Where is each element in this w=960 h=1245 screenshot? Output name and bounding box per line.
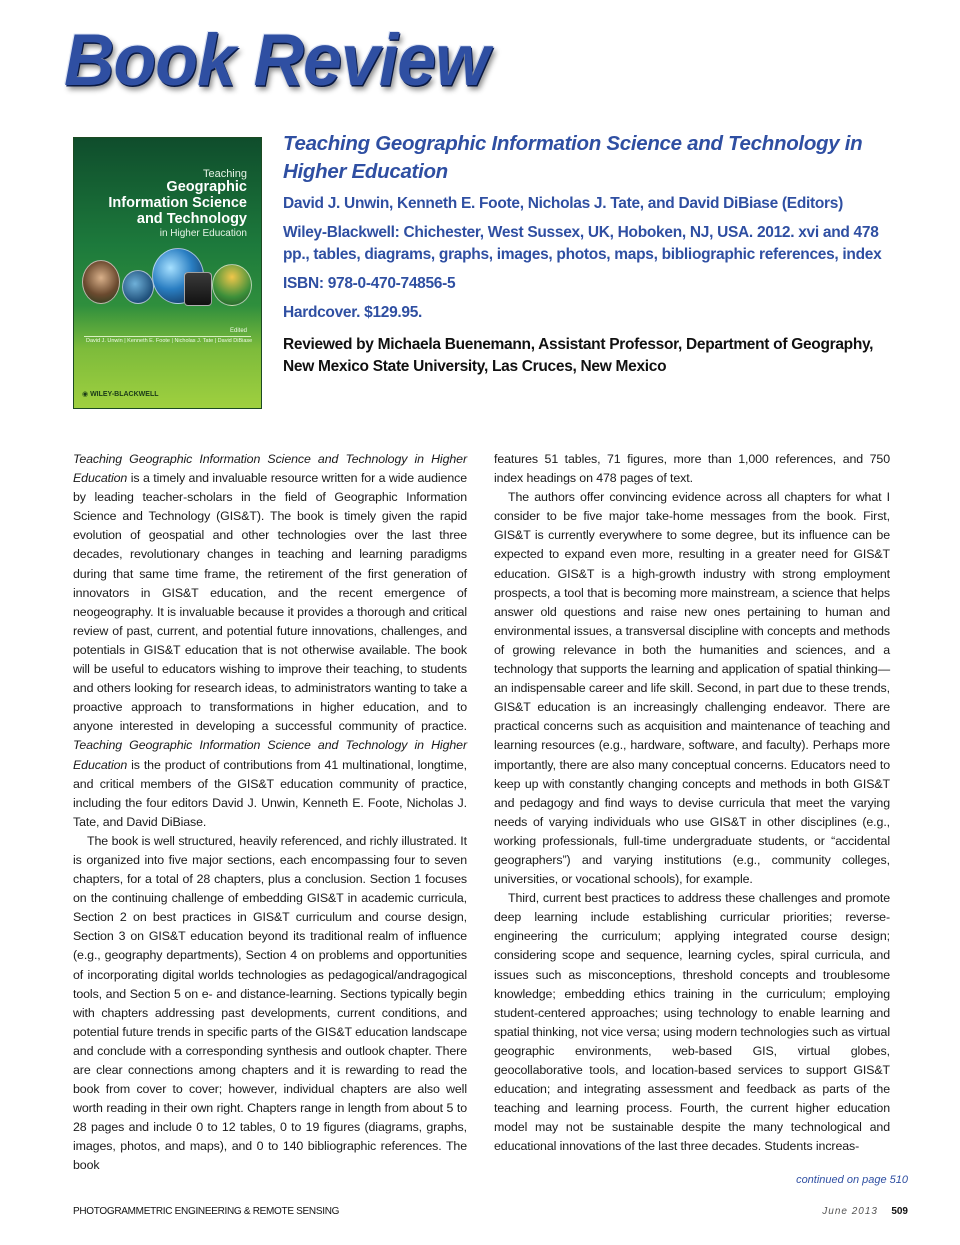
book-cover-image bbox=[73, 137, 262, 409]
page-number: 509 bbox=[891, 1206, 908, 1217]
book-title-inline: Teaching Geographic Information Science and Technology in Higher Education bbox=[73, 452, 467, 486]
body-paragraph: Third, current best practices to address these challenges and promote deep learning include establishing curricular priorities; reverse-engineering the curriculum; applying integrated course design; considering scope and sequence, learning cycles, spiral curricula, and issues such as misconceptions, threshold concepts and troublesome knowledge; embedding ethics training in the curriculum; employing student-centered approaches; using technology to enable learning and spatial thinking, not vice versa; using modern technologies such as virtual geographic environments, web-based GIS, virtual globes, geocollaborative tools, and location-based services to support GIS&T education; and integrating assessment and feedback as parts of the teaching and learning process. Fourth, the current higher education model may not be sustainable despite the many technological and educational innovations of the last three decades. Students increas- bbox=[494, 891, 890, 1154]
reviewer-credit: Reviewed by Michaela Buenemann, Assistant Professor, Department of Geography, New Mexico State University, Las Cruces, New Mexico bbox=[283, 336, 874, 375]
cover-photo-satellite bbox=[122, 270, 154, 304]
section-banner-title: Book Review bbox=[64, 19, 489, 101]
continued-note: continued on page 510 bbox=[796, 1174, 908, 1186]
book-title: Teaching Geographic Information Science and Technology in Higher Education bbox=[283, 132, 863, 183]
body-paragraph: The authors offer convincing evidence across all chapters for what I consider to be five major take-home messages from the book. First, GIS&T is currently everywhere to some degree, but its influence can be expected to expand even more, resulting in a greater need for GIS&T education. GIS&T is a high-growth industry with strong employment prospects, a tool that is becoming more mainstream, a science that helps answer old questions and raise new ones pertaining to human and environmental issues, a transversal discipline with concepts and methods of growing relevance in both the humanities and sciences, and a technology that supports the learning and application of spatial thinking—an indispensable career and life skill. Second, in part due to these trends, GIS&T education is an increasingly challenging endeavor. There are practical concerns such as acquisition and maintenance of teaching and learning resources (e.g., hardware, software, and faculty). Perhaps more importantly, there are also many conceptual concerns. Educators need to keep up with constantly changing concepts and methods in both GIS&T and pedagogy and find ways to devise curricula that meet the varying needs of varying individuals who use GIS&T in other disciplines (e.g., working professionals, full-time undergraduate students, or “accidental geographers”) and varying institutions (e.g., community colleges, universities, or vocational schools), for example. bbox=[494, 490, 890, 887]
cover-editors-label: Edited bbox=[229, 328, 247, 334]
body-column-right bbox=[494, 450, 890, 1156]
cover-title-line: and Technology bbox=[136, 211, 247, 227]
cover-title-line: Teaching bbox=[202, 168, 247, 180]
publisher-name: WILEY-BLACKWELL bbox=[90, 391, 159, 398]
body-paragraph bbox=[73, 450, 467, 832]
publisher-logo: ◉ WILEY-BLACKWELL bbox=[82, 391, 159, 398]
body-column-left bbox=[73, 450, 467, 1176]
book-price: Hardcover. $129.95. bbox=[283, 304, 423, 321]
cover-title-main bbox=[108, 179, 247, 227]
body-paragraph: features 51 tables, 71 figures, more than 1,000 references, and 750 index headings on 478 pages of text. bbox=[494, 452, 890, 486]
book-title-inline: Teaching Geographic Information Science and Technology in Higher Education bbox=[73, 738, 467, 772]
cover-photo-device bbox=[184, 272, 212, 306]
book-isbn: ISBN: 978-0-470-74856-5 bbox=[283, 275, 456, 292]
cover-editor-names: David J. Unwin | Kenneth E. Foote | Nicholas J. Tate | David DiBiase bbox=[86, 338, 253, 344]
journal-name: PHOTOGRAMMETRIC ENGINEERING & REMOTE SENSING bbox=[73, 1206, 340, 1217]
body-paragraph: The book is well structured, heavily referenced, and richly illustrated. It is organized into five major sections, each encompassing four to seven chapters, for a total of 28 chapters, plus a conclusion. Section 1 focuses on the continuing challenge of embedding GIS&T in academic curricula, Section 2 on best practices in GIS&T curriculum and course design, Section 3 on GIS&T education beyond its traditional realm of influence (e.g., geography departments), Section 4 on problems and opportunities of incorporating digital worlds technologies as pedagogical/andragogical tools, and Section 5 on e- and distance-learning. Sections typically begin with chapters addressing past developments, current conditions, and potential future trends in specific parts of the GIS&T education landscape and conclude with a corresponding synthesis and outlook chapter. There are clear connections among chapters and it is rewarding to read the book from cover to cover; however, individual chapters are also well worth reading in their own right. Chapters range in length from about 5 to 28 pages and include 0 to 12 tables, 0 to 19 figures (diagrams, graphs, images, photos, and maps), and 0 to 140 bibliographic references. The book bbox=[73, 833, 467, 1173]
body-text: is a timely and invaluable resource written for a wide audience by leading teacher-scholars in the field of Geographic Information Science and Technology (GIS&T). The book is timely given the rapid evolution of geospatial and other technologies over the last three decades, revolutionary changes in teaching and learning paradigms during that same time frame, the retirement of the first generation of innovators in GIS&T education, and the recent emergence of neogeography. It is invaluable because it provides a thorough and critical review of past, current, and potential future innovations, challenges, and potentials in GIS&T education that is not otherwise available. The book will be useful to educators wishing to improve their teaching, to students and others looking for research ideas, to administrators wanting to take a proactive approach to transformations in higher education, and to anyone interested in developing a successful community of practice. bbox=[73, 471, 467, 734]
cover-photo-landscape bbox=[212, 264, 252, 306]
cover-title-line: Information Science bbox=[108, 195, 247, 211]
body-text: is the product of contributions from 41 multinational, longtime, and critical members of the GIS&T education community of practice, including the four editors David J. Unwin, Kenneth E. Foote, Nicholas J. Tate, and David DiBiase. bbox=[73, 757, 467, 829]
cover-subtitle: in Higher Education bbox=[159, 228, 247, 239]
issue-date: June 2013 bbox=[822, 1206, 878, 1217]
book-publication: Wiley-Blackwell: Chichester, West Sussex, UK, Hoboken, NJ, USA. 2012. xvi and 478 pp., tables, diagrams, graphs, images, photos, maps, bibliographic references, index bbox=[283, 224, 882, 263]
book-details bbox=[283, 130, 903, 378]
cover-photo-woman bbox=[82, 260, 120, 304]
cover-divider bbox=[84, 336, 251, 337]
book-authors: David J. Unwin, Kenneth E. Foote, Nicholas J. Tate, and David DiBiase (Editors) bbox=[283, 195, 843, 212]
cover-title-line: Geographic bbox=[166, 179, 247, 195]
cover-photo-strip bbox=[82, 248, 254, 308]
